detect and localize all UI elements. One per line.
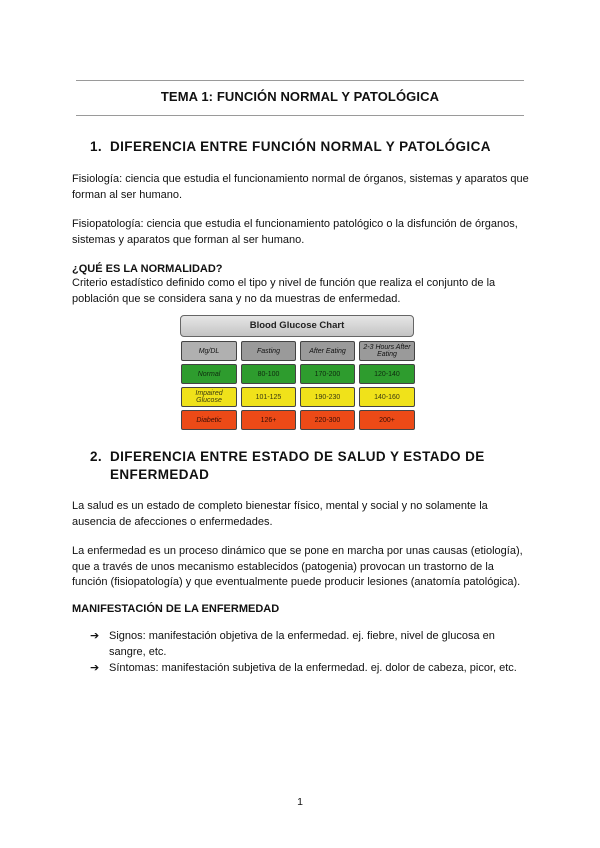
chart-diabetic-after-eating: 220-300 (300, 410, 355, 430)
arrow-right-icon: ➔ (90, 630, 100, 642)
chart-impaired-2-3-hours: 140-160 (359, 387, 415, 407)
enfermedad-paragraph: La enfermedad es un proceso dinámico que se pone en marcha por unas causas (etiología), que a través de unos mecanismo establecidos (patogenia) provocan un trastorno de la función (fisiopatología) y que eventualmente puede producir lesiones (anatomía patológica). (72, 545, 523, 588)
chart-header-2-3-hours: 2-3 Hours After Eating (359, 341, 415, 361)
blood-glucose-chart (179, 314, 416, 432)
section-1-number: 1. (90, 139, 103, 154)
fisiologia-paragraph: Fisiología: ciencia que estudia el funcionamiento normal de órganos, sistemas y aparatos que forman al ser humano. (72, 173, 529, 201)
chart-normal-after-eating: 170-200 (300, 364, 355, 384)
chart-impaired-after-eating: 190-230 (300, 387, 355, 407)
chart-normal-2-3-hours: 120-140 (359, 364, 415, 384)
section-2-number: 2. (90, 449, 103, 464)
salud-paragraph: La salud es un estado de completo bienestar físico, mental y social y no solamente la ausencia de afecciones o enfermedades. (72, 500, 488, 528)
title-rule-bottom (76, 115, 524, 116)
chart-header-fasting: Fasting (241, 341, 296, 361)
section-1-title: DIFERENCIA ENTRE FUNCIÓN NORMAL Y PATOLÓGICA (110, 139, 491, 154)
section-2-heading (90, 448, 510, 484)
list-item (90, 628, 530, 660)
chart-normal-fasting: 80-100 (241, 364, 296, 384)
chart-row-diabetic-label: Diabetic (181, 410, 237, 430)
sintomas-text: Síntomas: manifestación subjetiva de la enfermedad. ej. dolor de cabeza, picor, etc. (109, 662, 517, 674)
chart-header-after-eating: After Eating (300, 341, 355, 361)
chart-row-impaired-label: Impaired Glucose (181, 387, 237, 407)
document-title: TEMA 1: FUNCIÓN NORMAL Y PATOLÓGICA (160, 89, 440, 104)
section-1-heading (90, 138, 510, 156)
manifestacion-list (90, 628, 530, 676)
page-number: 1 (297, 796, 303, 808)
fisiopatologia-paragraph: Fisiopatología: ciencia que estudia el funcionamiento patológico o la disfunción de órganos, sistemas y aparatos que forman al ser humano. (72, 218, 518, 246)
normalidad-paragraph: Criterio estadístico definido como el tipo y nivel de función que realiza el conjunto de la población que se considera sana y no da muestras de enfermedad. (72, 277, 496, 305)
signos-text: Signos: manifestación objetiva de la enfermedad. ej. fiebre, nivel de glucosa en sangre, etc. (109, 630, 495, 658)
arrow-right-icon: ➔ (90, 662, 100, 674)
normalidad-heading: ¿QUÉ ES LA NORMALIDAD? (72, 263, 223, 275)
chart-diabetic-fasting: 126+ (241, 410, 296, 430)
chart-title: Blood Glucose Chart (180, 315, 414, 337)
list-item (90, 660, 530, 676)
chart-header-mgdl: Mg/DL (181, 341, 237, 361)
title-rule-top (76, 80, 524, 81)
chart-row-normal-label: Normal (181, 364, 237, 384)
manifestacion-heading: MANIFESTACIÓN DE LA ENFERMEDAD (72, 603, 280, 615)
section-2-title: DIFERENCIA ENTRE ESTADO DE SALUD Y ESTADO DE ENFERMEDAD (110, 449, 485, 482)
chart-impaired-fasting: 101-125 (241, 387, 296, 407)
chart-diabetic-2-3-hours: 200+ (359, 410, 415, 430)
